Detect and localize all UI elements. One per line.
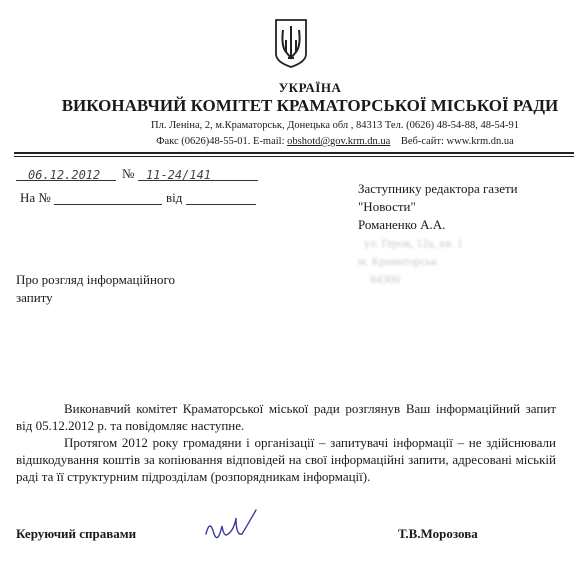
letter-body — [16, 400, 556, 485]
fax-label: Факс (0626)48-55-01. E-mail: — [156, 136, 288, 147]
header-rule-thick — [14, 152, 574, 154]
organization-heading: ВИКОНАВЧИЙ КОМІТЕТ КРАМАТОРСЬКОЇ МІСЬКОЇ РАДИ — [61, 96, 559, 115]
recipient-zip-redacted: 84300 — [370, 272, 400, 286]
header-rule-thin — [14, 156, 574, 157]
date-line — [16, 166, 116, 181]
subject-block — [16, 271, 175, 307]
recipient-name: Романенко А.А. — [358, 217, 446, 232]
subject-line-1: Про розгляд інформаційного — [16, 272, 175, 287]
recipient-address-redacted: ул. Героя, 12а, кв. 1 — [364, 236, 463, 250]
outgoing-date: 06.12.2012 — [28, 168, 101, 182]
signatory-title: Керуючий справами — [16, 526, 137, 541]
address-line: Пл. Леніна, 2, м.Краматорськ, Донецька обл , 84313 Тел. (0626) 48-54-88, 48-54-91 — [151, 120, 519, 131]
number-label: № — [122, 166, 135, 181]
signatory-name: Т.В.Морозова — [398, 526, 478, 541]
country-heading: УКРАЇНА — [278, 80, 342, 95]
recipient-block — [358, 180, 518, 288]
on-number-label: На № — [20, 190, 51, 205]
recipient-newspaper: "Новости" — [358, 199, 416, 214]
body-paragraph-1: Виконавчий комітет Краматорської міської ради розглянув Ваш інформаційний запит від 05.12.2012 р. та повідомляє наступне. — [16, 401, 556, 433]
contact-line — [0, 136, 580, 147]
from-line — [186, 190, 256, 205]
recipient-city-redacted: м. Краматорськ — [358, 254, 438, 268]
number-line — [138, 166, 258, 181]
body-paragraph-2: Протягом 2012 року громадяни і організації – запитувачі інформації – не здійснювали відшкодування коштів за копіювання відповідей на свої інформаційні запити, адресовані міській раді та її структурним підрозділам (розпорядникам інформації). — [16, 435, 556, 484]
website-label: Веб-сайт: www.krm.dn.ua — [400, 136, 514, 147]
trident-emblem-icon — [274, 18, 308, 68]
recipient-position: Заступнику редактора газети — [358, 181, 518, 196]
on-number-line — [54, 190, 162, 205]
subject-line-2: запиту — [16, 290, 53, 305]
from-label: від — [166, 190, 183, 205]
handwritten-signature-icon — [200, 504, 270, 548]
email-link[interactable]: obshotd@gov.krm.dn.ua — [287, 136, 391, 147]
outgoing-number: 11-24/141 — [146, 168, 212, 182]
